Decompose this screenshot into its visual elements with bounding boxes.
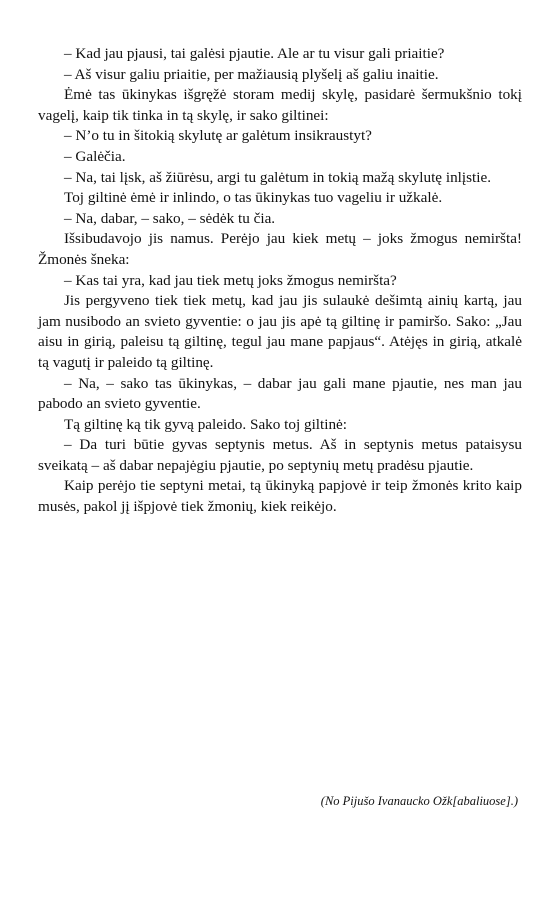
paragraph: – Da turi būtie gyvas septynis metus. Aš in septynis metus pataisysu sveikatą – aš dabar nepajėgiu pjautie, po septynių metų pradėsu pjautie.	[38, 436, 522, 474]
paragraph: – Kad jau pjausi, tai galėsi pjautie. Ale ar tu visur gali priaitie?	[64, 45, 445, 62]
paragraph: – Galėčia.	[64, 147, 126, 165]
paragraph: – Kas tai yra, kad jau tiek metų joks žmogus nemiršta?	[64, 271, 397, 289]
source-attribution: (No Pijušo Ivanaucko Ožk[abaliuose].)	[320, 794, 518, 808]
story-text	[38, 44, 522, 518]
paragraph: – Na, dabar, – sako, – sėdėk tu čia.	[64, 209, 276, 227]
paragraph: Kaip perėjo tie septyni metai, tą ūkinyką papjovė ir teip žmonės krito kaip musės, pakol jį išpjovė tiek žmonių, kiek reikėjo.	[38, 477, 522, 516]
paragraph: Išsibudavojo jis namus. Perėjo jau kiek metų – joks žmogus nemiršta! Žmonės šneka:	[38, 230, 522, 268]
paragraph: – Na, – sako tas ūkinykas, – dabar jau gali mane pjautie, nes man jau pabodo an svieto gyventie.	[38, 374, 522, 413]
paragraph: – N’o tu in šitokią skylutę ar galėtum insikraustyt?	[64, 127, 372, 145]
paragraph: Jis pergyveno tiek tiek metų, kad jau jis sulaukė dešimtą ainių kartą, jau jam nusibodo an svieto gyventie: o jau jis apė tą giltinę ir pamiršo. Sako: „Jau aisu in girią, paleisu tą giltinę, tegul jau mane papjaus“. Atėjęs in girią, atkalė tą vagutį ir paleido tą giltinę.	[38, 292, 522, 371]
paragraph: Tą giltinę ką tik gyvą paleido. Sako toj giltinė:	[64, 415, 348, 433]
paragraph: Toj giltinė ėmė ir inlindo, o tas ūkinykas tuo vageliu ir užkalė.	[64, 189, 443, 207]
paragraph: Ėmė tas ūkinykas išgręžė storam medij skylę, pasidarė šermukšnio tokį vagelį, kaip tik tinka in tą skylę, ir sako giltinei:	[38, 86, 522, 124]
paragraph: – Na, tai lįsk, aš žiūrėsu, argi tu galėtum in tokią mažą skylutę inlįstie.	[64, 168, 491, 186]
paragraph: – Aš visur galiu priaitie, per mažiausią plyšelį aš galiu inaitie.	[64, 65, 439, 83]
